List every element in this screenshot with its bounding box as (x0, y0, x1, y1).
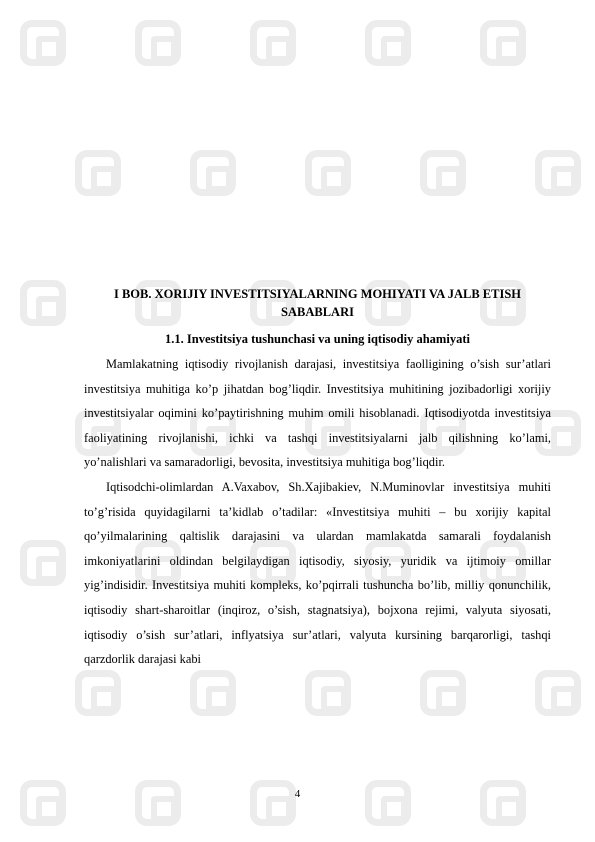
watermark-logo-icon (480, 20, 526, 66)
section-title: 1.1. Investitsiya tushunchasi va uning iqtisodiy ahamiyati (165, 332, 470, 346)
watermark-logo-icon (305, 670, 351, 716)
body-paragraph: Iqtisodchi-olimlardan A.Vaxabov, Sh.Xajibakiev, N.Muminovlar investitsiya muhiti to’g’risida quyidagilarni ta’kidlab o’tadilar: «Investitsiya muhiti – bu xorijiy kapital qo’yilmalarining qaltislik darajasini va ulardan mamlakatda samarali foydalanish imkoniyatlarini oldindan belgilaydigan iqtisodiy, siyosiy, yuridik va ijtimoiy omillar yig’indisidir. Investitsiya muhiti kompleks, ko’pqirrali tushuncha bo’lib, milliy qonunchilik, iqtisodiy shart-sharoitlar (inqiroz, o’sish, stagnatsiya), bojxona rejimi, valyuta siyosati, iqtisodiy o’sish sur’atlari, inflyatsiya sur’atlari, valyuta kursining barqarorligi, tashqi qarzdorlik darajasi kabi (84, 479, 551, 667)
watermark-logo-icon (250, 780, 296, 826)
body-paragraph: Mamlakatning iqtisodiy rivojlanish darajasi, investitsiya faolligining o’sish sur’atlari investitsiya muhitiga ko’p jihatdan bog’liqdir. Investitsiya muhitining jozibadorligi xorijiy investitsiyalar oqimini ko’paytirishning muhim omili hisoblanadi. Iqtisodiyotda investitsiya faoliyatining rivojlanishi, ichki va tashqi investitsiyalarni jalb qilishning ko’lami, yo’nalishlari va samaradorligi, bevosita, investitsiya muhitiga bog’liqdir. (84, 357, 551, 470)
watermark-logo-icon (75, 670, 121, 716)
watermark-logo-icon (20, 280, 66, 326)
watermark-logo-icon (535, 150, 581, 196)
watermark-logo-icon (20, 540, 66, 586)
watermark-logo-icon (190, 670, 236, 716)
watermark-logo-icon (20, 20, 66, 66)
watermark-logo-icon (20, 780, 66, 826)
watermark-logo-icon (535, 670, 581, 716)
document-body (84, 285, 551, 672)
watermark-logo-icon (420, 150, 466, 196)
watermark-logo-icon (250, 20, 296, 66)
watermark-logo-icon (420, 670, 466, 716)
watermark-logo-icon (365, 780, 411, 826)
watermark-logo-icon (480, 780, 526, 826)
watermark-logo-icon (305, 150, 351, 196)
watermark-logo-icon (190, 150, 236, 196)
watermark-logo-icon (75, 150, 121, 196)
watermark-logo-icon (135, 780, 181, 826)
watermark-logo-icon (135, 20, 181, 66)
chapter-title: I BOB. XORIJIY INVESTITSIYALARNING MOHIYATI VA JALB ETISH SABABLARI (113, 287, 522, 319)
watermark-logo-icon (365, 20, 411, 66)
page-number: 4 (294, 788, 301, 800)
